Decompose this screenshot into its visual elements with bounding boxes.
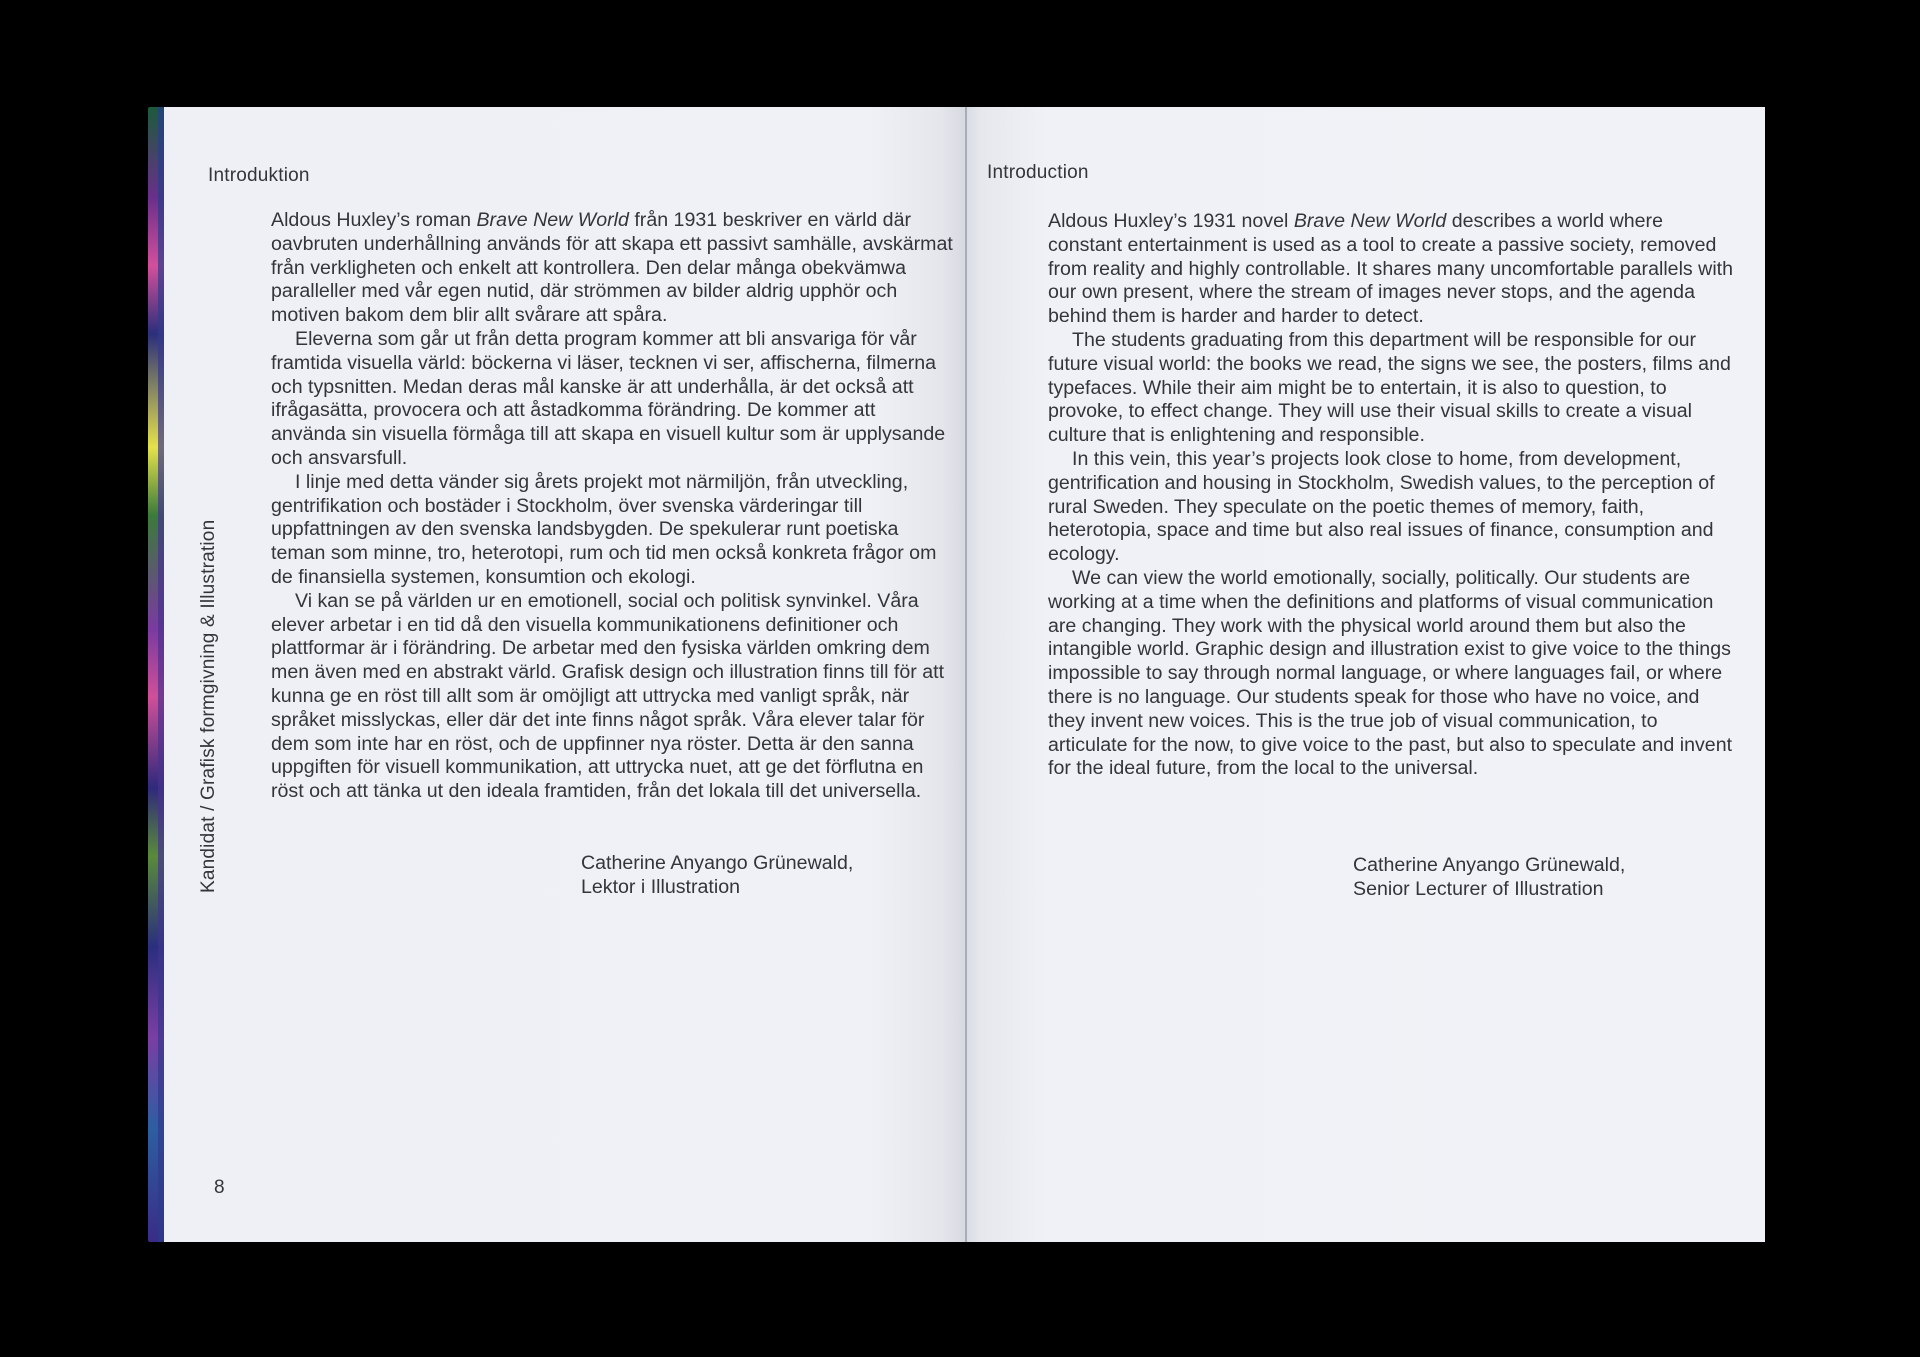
right-lead-start: Aldous Huxley’s 1931 novel bbox=[1048, 210, 1294, 232]
right-signature bbox=[1353, 853, 1625, 901]
right-paragraph: In this vein, this year’s projects look close to home, from development, gentrification and housing in Stockholm, Swedish values, to the perception of rural Sweden. They speculate on the poetic themes of memory, faith, heterotopia, space and time but also real issues of finance, consumption and ecology. bbox=[1048, 447, 1715, 566]
right-section-title: Introduction bbox=[987, 162, 1089, 183]
right-signature-role: Senior Lecturer of Illustration bbox=[1353, 878, 1604, 900]
right-lead-paragraph bbox=[1048, 210, 1738, 329]
page-number: 8 bbox=[214, 1177, 225, 1198]
right-paragraph: The students graduating from this department will be responsible for our future visual world: the books we read, the signs we see, the posters, films and typefaces. While their aim might be to entertain, it is also to question, to provoke, to effect change. They will use their visual skills to create a visual culture that is enlightening and responsible. bbox=[1048, 328, 1731, 447]
left-paragraph: I linje med detta vänder sig årets projekt mot närmiljön, från utveckling, gentrifikation och bostäder i Stockholm, över svenska värderingar till uppfattningen av den svenska landsbygden. De spekulerar runt poetiska teman som minne, tro, heterotopi, rum och tid men också konkreta frågor om de finansiella systemen, konsumtion och ekologi. bbox=[271, 470, 937, 588]
left-paragraph: Vi kan se på världen ur en emotionell, social och politisk synvinkel. Våra elever arbetar i en tid då den visuella kommunikationens definitioner och plattformar är i förändring. De arbetar med den fysiska världen omkring dem men även med en abstrakt värld. Grafisk design och illustration finns till för att kunna ge en röst till allt som är omöjligt att uttrycka med vanligt språk, när språket misslyckas, eller där det inte finns något språk. Våra elever talar för dem som inte har en röst, och de uppfinner nya röster. Detta är den sanna uppgiften för visuell kommunikation, att uttrycka nuet, att ge det förflutna en röst och att tänka ut den ideala framtiden, från det lokala till det universella. bbox=[271, 589, 945, 803]
right-signature-name: Catherine Anyango Grünewald, bbox=[1353, 854, 1626, 876]
right-paragraph: We can view the world emotionally, socially, politically. Our students are working at a time when the definitions and platforms of visual communication are changing. They work with the physical world around them but also the intangible world. Graphic design and illustration exist to give voice to the things impossible to say through normal language, or where languages fail, or where there is no language. Our students speak for those who have no voice, and they invent new voices. This is the true job of visual communication, to articulate for the now, to give voice to the past, but also to speculate and invent for the ideal future, from the local to the universal. bbox=[1048, 566, 1733, 780]
left-lead-paragraph bbox=[271, 209, 955, 328]
right-body-text bbox=[1048, 210, 1738, 781]
left-signature bbox=[581, 851, 853, 899]
left-lead-start: Aldous Huxley’s roman bbox=[271, 209, 477, 231]
left-signature-name: Catherine Anyango Grünewald, bbox=[581, 852, 854, 874]
left-paragraph: Eleverna som går ut från detta program kommer att bli ansvariga för vår framtida visuella värld: böckerna vi läser, tecknen vi ser, affischerna, filmerna och typsnitten. Medan deras mål kanske är att underhålla, är det också att ifrågasätta, provocera och att åstadkomma förändring. De kommer att använda sin visuella förmåga till att skapa en visuell kultur som är upplysande och ansvarsfull. bbox=[271, 327, 946, 469]
right-book-title: Brave New World bbox=[1293, 210, 1447, 232]
left-body-text bbox=[271, 209, 955, 804]
left-book-title: Brave New World bbox=[476, 209, 629, 231]
left-signature-role: Lektor i Illustration bbox=[581, 876, 740, 898]
left-section-title: Introduktion bbox=[208, 165, 310, 186]
left-lead-end: från 1931 beskriver en värld där oavbruten underhållning används för att skapa ett passivt samhälle, avskärmat från verkligheten och enkelt att kontrollera. Den delar många obekvämwa paralleller med vår egen nutid, där strömmen av bilder aldrig upphör och motiven bakom dem blir allt svårare att spåra. bbox=[271, 209, 953, 327]
right-lead-end: describes a world where constant entertainment is used as a tool to create a passive society, removed from reality and highly controllable. It shares many uncomfortable parallels with our own present, where the stream of images never stops, and the agenda behind them is harder and harder to detect. bbox=[1048, 210, 1734, 328]
gutter-fold bbox=[965, 107, 967, 1242]
program-vertical-label: Kandidat / Grafisk formgivning & Illustration bbox=[198, 519, 219, 893]
